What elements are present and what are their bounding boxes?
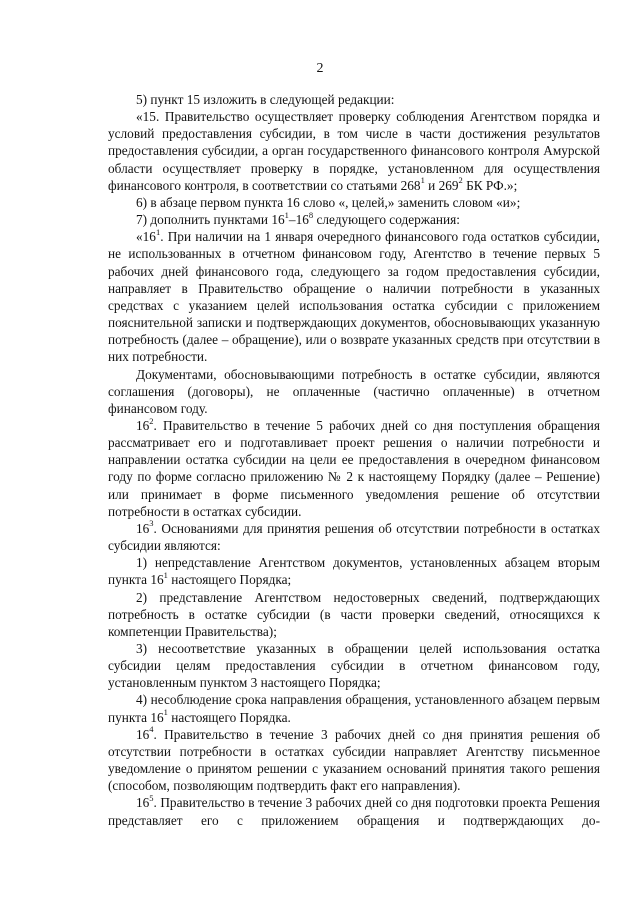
paragraph [108,726,600,795]
superscript: 8 [308,209,314,220]
document-body [108,91,600,829]
text-run: 16 [136,795,150,811]
text-run: Документами, обосновывающими потребность в остатке субсидии, являются соглашения (договоры), не оплаченные (частично оплаченные) в отчетном финансовом году. [108,366,600,416]
text-run: БК РФ.»; [462,177,518,193]
text-run: 4) несоблюдение срока направления обращения, установленного абзацем первым пункта 16 [108,692,600,725]
text-run: 6) в абзаце первом пункта 16 слово «, целей,» заменить словом «и»; [136,194,521,210]
text-run: «15. Правительство осуществляет проверку соблюдения Агентством порядка и условий предоставления субсидии, в том числе в части достижения результатов предоставления субсидии, а орган государственного финансового контроля Амурской области осуществляет проверку в порядке, установленном для осуществления финансового контроля, в соответствии со статьями 268 [108,109,600,193]
superscript: 3 [149,518,154,529]
paragraph [108,520,600,554]
text-run: и 269 [424,177,459,193]
text-run: 2) представление Агентством недостоверных сведений, подтверждающих потребность в остатке субсидии (в части проверки сведений, относящихся к компетенции Правительства); [108,589,600,639]
text-run: 16 [136,417,150,433]
text-run: «16 [136,229,156,245]
superscript: 1 [163,707,168,718]
superscript: 1 [284,209,289,220]
superscript: 4 [149,724,154,735]
text-run: . Основаниями для принятия решения об отсутствии потребности в остатках субсидии являются: [108,520,600,554]
superscript: 2 [149,415,154,426]
paragraph [108,228,600,365]
superscript: 1 [155,226,161,237]
text-run: настоящего Порядка; [167,572,292,588]
text-run: . Правительство в течение 5 рабочих дней со дня поступления обращения рассматривает его и подготавливает проект решения о наличии потребности и направлении остатка субсидии на цели ее предоставления в очередном финансовом году по форме согласно приложению № 2 к настоящему Порядку (далее – Решение) или принимает в форме письменного уведомления решение об отсутствии потребности в остатках субсидии. [108,417,600,519]
paragraph [108,640,600,691]
superscript: 1 [420,175,425,186]
paragraph [108,91,600,108]
paragraph [108,794,600,828]
text-run: 3) несоответствие указанных в обращении целей использования остатка субсидии целям предоставления субсидии в отчетном финансовом году, установленным пунктом 3 настоящего Порядка; [108,641,600,691]
text-run: настоящего Порядка. [167,709,291,725]
text-run: . Правительство в течение 3 рабочих дней со дня подготовки проекта Решения представляет его с приложением обращения и подтверждающих до- [108,795,600,828]
paragraph [108,108,600,194]
paragraph [108,211,600,228]
text-run: следующего содержания: [313,212,460,228]
superscript: 2 [458,175,463,186]
page-number: 2 [316,61,324,76]
paragraph [108,417,600,520]
paragraph [108,366,600,417]
text-run: 7) дополнить пунктами 16 [136,212,285,228]
text-run: 5) пункт 15 изложить в следующей редакции: [136,92,395,107]
text-run: . При наличии на 1 января очередного финансового года остатков субсидии, не использованных в отчетном финансовом году, Агентство в течение первых 5 рабочих дней финансового года, следующего за годом предоставления субсидии, направляет в Правительство обращение о наличии потребности в указанных средствах с указанием целей использования остатка субсидии с приложением пояснительной записки и подтверждающих документов, обосновывающих указанную потребность (далее – обращение), или о возврате указанных средств при отсутствии в них потребности. [108,229,600,365]
text-run: –16 [288,212,309,228]
text-run: . Правительство в течение 3 рабочих дней со дня принятия решения об отсутствии потребности в остатках субсидии направляет Агентству письменное уведомление о принятом решении с указанием оснований принятия такого решения (способом, позволяющим подтвердить факт его направления). [108,726,600,794]
text-run: 16 [136,520,150,536]
paragraph [108,589,600,640]
paragraph [108,691,600,725]
superscript: 5 [149,792,154,803]
paragraph [108,194,600,211]
superscript: 1 [163,569,168,580]
paragraph [108,554,600,588]
text-run: 16 [136,726,150,742]
text-run: 1) непредставление Агентством документов, установленных абзацем вторым пункта 16 [108,555,600,588]
